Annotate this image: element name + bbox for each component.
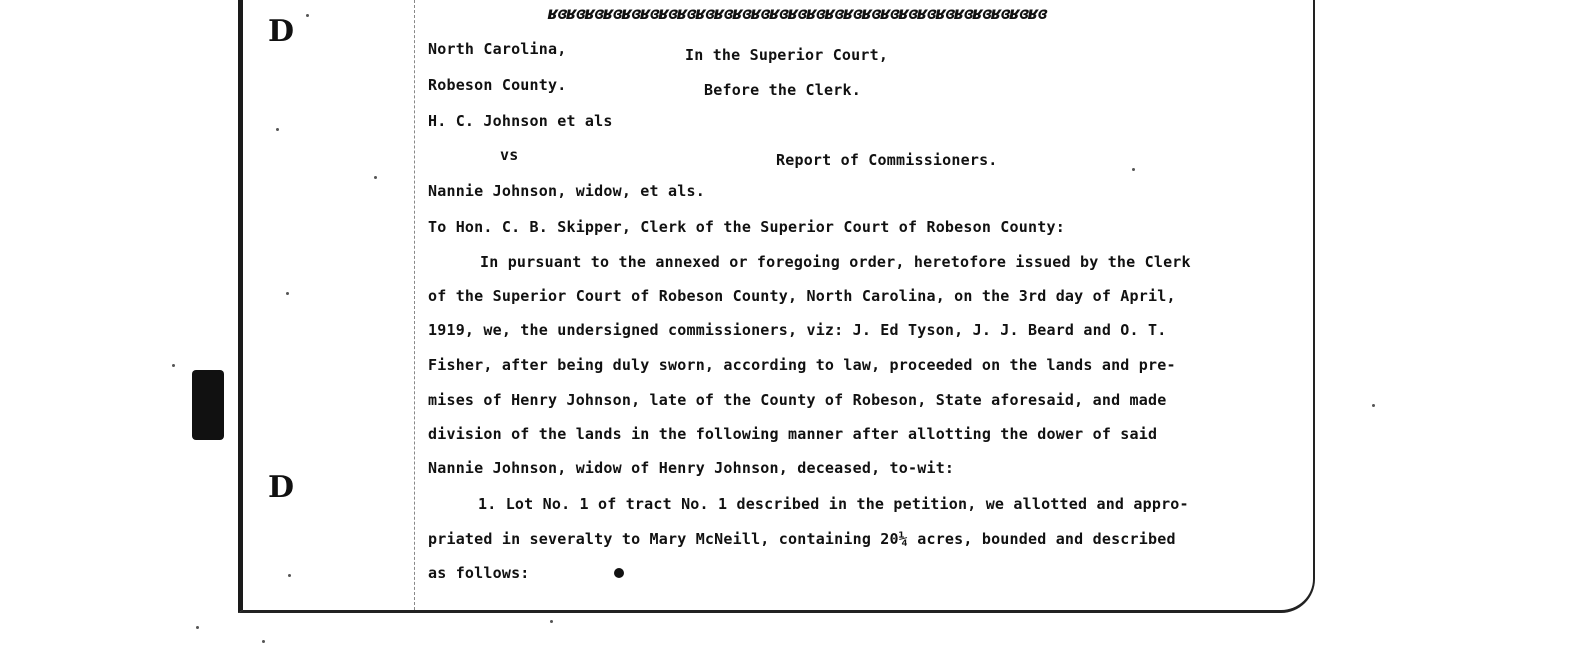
speck (306, 14, 309, 17)
speck (374, 176, 377, 179)
ink-spot (614, 568, 624, 578)
caption-versus: vs (500, 146, 519, 164)
speck (262, 640, 265, 643)
caption-county: Robeson County. (428, 76, 567, 94)
caption-court: In the Superior Court, (685, 46, 889, 64)
body-line-4: Fisher, after being duly sworn, according to law, proceeded on the lands and pre- (428, 356, 1176, 374)
margin-mark-bottom: D (268, 470, 295, 505)
body-line-8: 1. Lot No. 1 of tract No. 1 described in the petition, we allotted and appro- (478, 495, 1189, 513)
speck (1132, 168, 1135, 171)
body-line-2: of the Superior Court of Robeson County, North Carolina, on the 3rd day of April, (428, 287, 1176, 305)
document-title: Report of Commissioners. (776, 151, 998, 169)
caption-plaintiff: H. C. Johnson et als (428, 112, 613, 130)
speck (276, 128, 279, 131)
body-line-10: as follows: (428, 564, 530, 582)
ink-blot (192, 370, 224, 440)
body-line-7: Nannie Johnson, widow of Henry Johnson, deceased, to-wit: (428, 459, 955, 477)
margin-line (414, 0, 415, 610)
speck (196, 626, 199, 629)
speck (550, 620, 553, 623)
body-line-1: In pursuant to the annexed or foregoing order, heretofore issued by the Clerk (480, 253, 1191, 271)
caption-before: Before the Clerk. (704, 81, 861, 99)
speck (286, 292, 289, 295)
caption-state: North Carolina, (428, 40, 567, 58)
body-line-5: mises of Henry Johnson, late of the County of Robeson, State aforesaid, and made (428, 391, 1167, 409)
body-line-9: priated in severalty to Mary McNeill, containing 20¼ acres, bounded and described (428, 530, 1176, 548)
body-line-6: division of the lands in the following manner after allotting the dower of said (428, 425, 1158, 443)
speck (1372, 404, 1375, 407)
body-line-3: 1919, we, the undersigned commissioners, viz: J. Ed Tyson, J. J. Beard and O. T. (428, 321, 1167, 339)
ornamental-border: ʁɞʁɞʁɞʁɞʁɞʁɞʁɞʁɞʁɞʁɞʁɞʁɞʁɞʁɞʁɞʁɞʁɞʁɞʁɞʁɞʁɞʁɞʁɞʁɞʁɞʁɞʁɞ (548, 4, 1047, 24)
speck (172, 364, 175, 367)
caption-defendant: Nannie Johnson, widow, et als. (428, 182, 705, 200)
address-line: To Hon. C. B. Skipper, Clerk of the Superior Court of Robeson County: (428, 218, 1065, 236)
margin-mark-top: D (268, 14, 295, 49)
speck (288, 574, 291, 577)
